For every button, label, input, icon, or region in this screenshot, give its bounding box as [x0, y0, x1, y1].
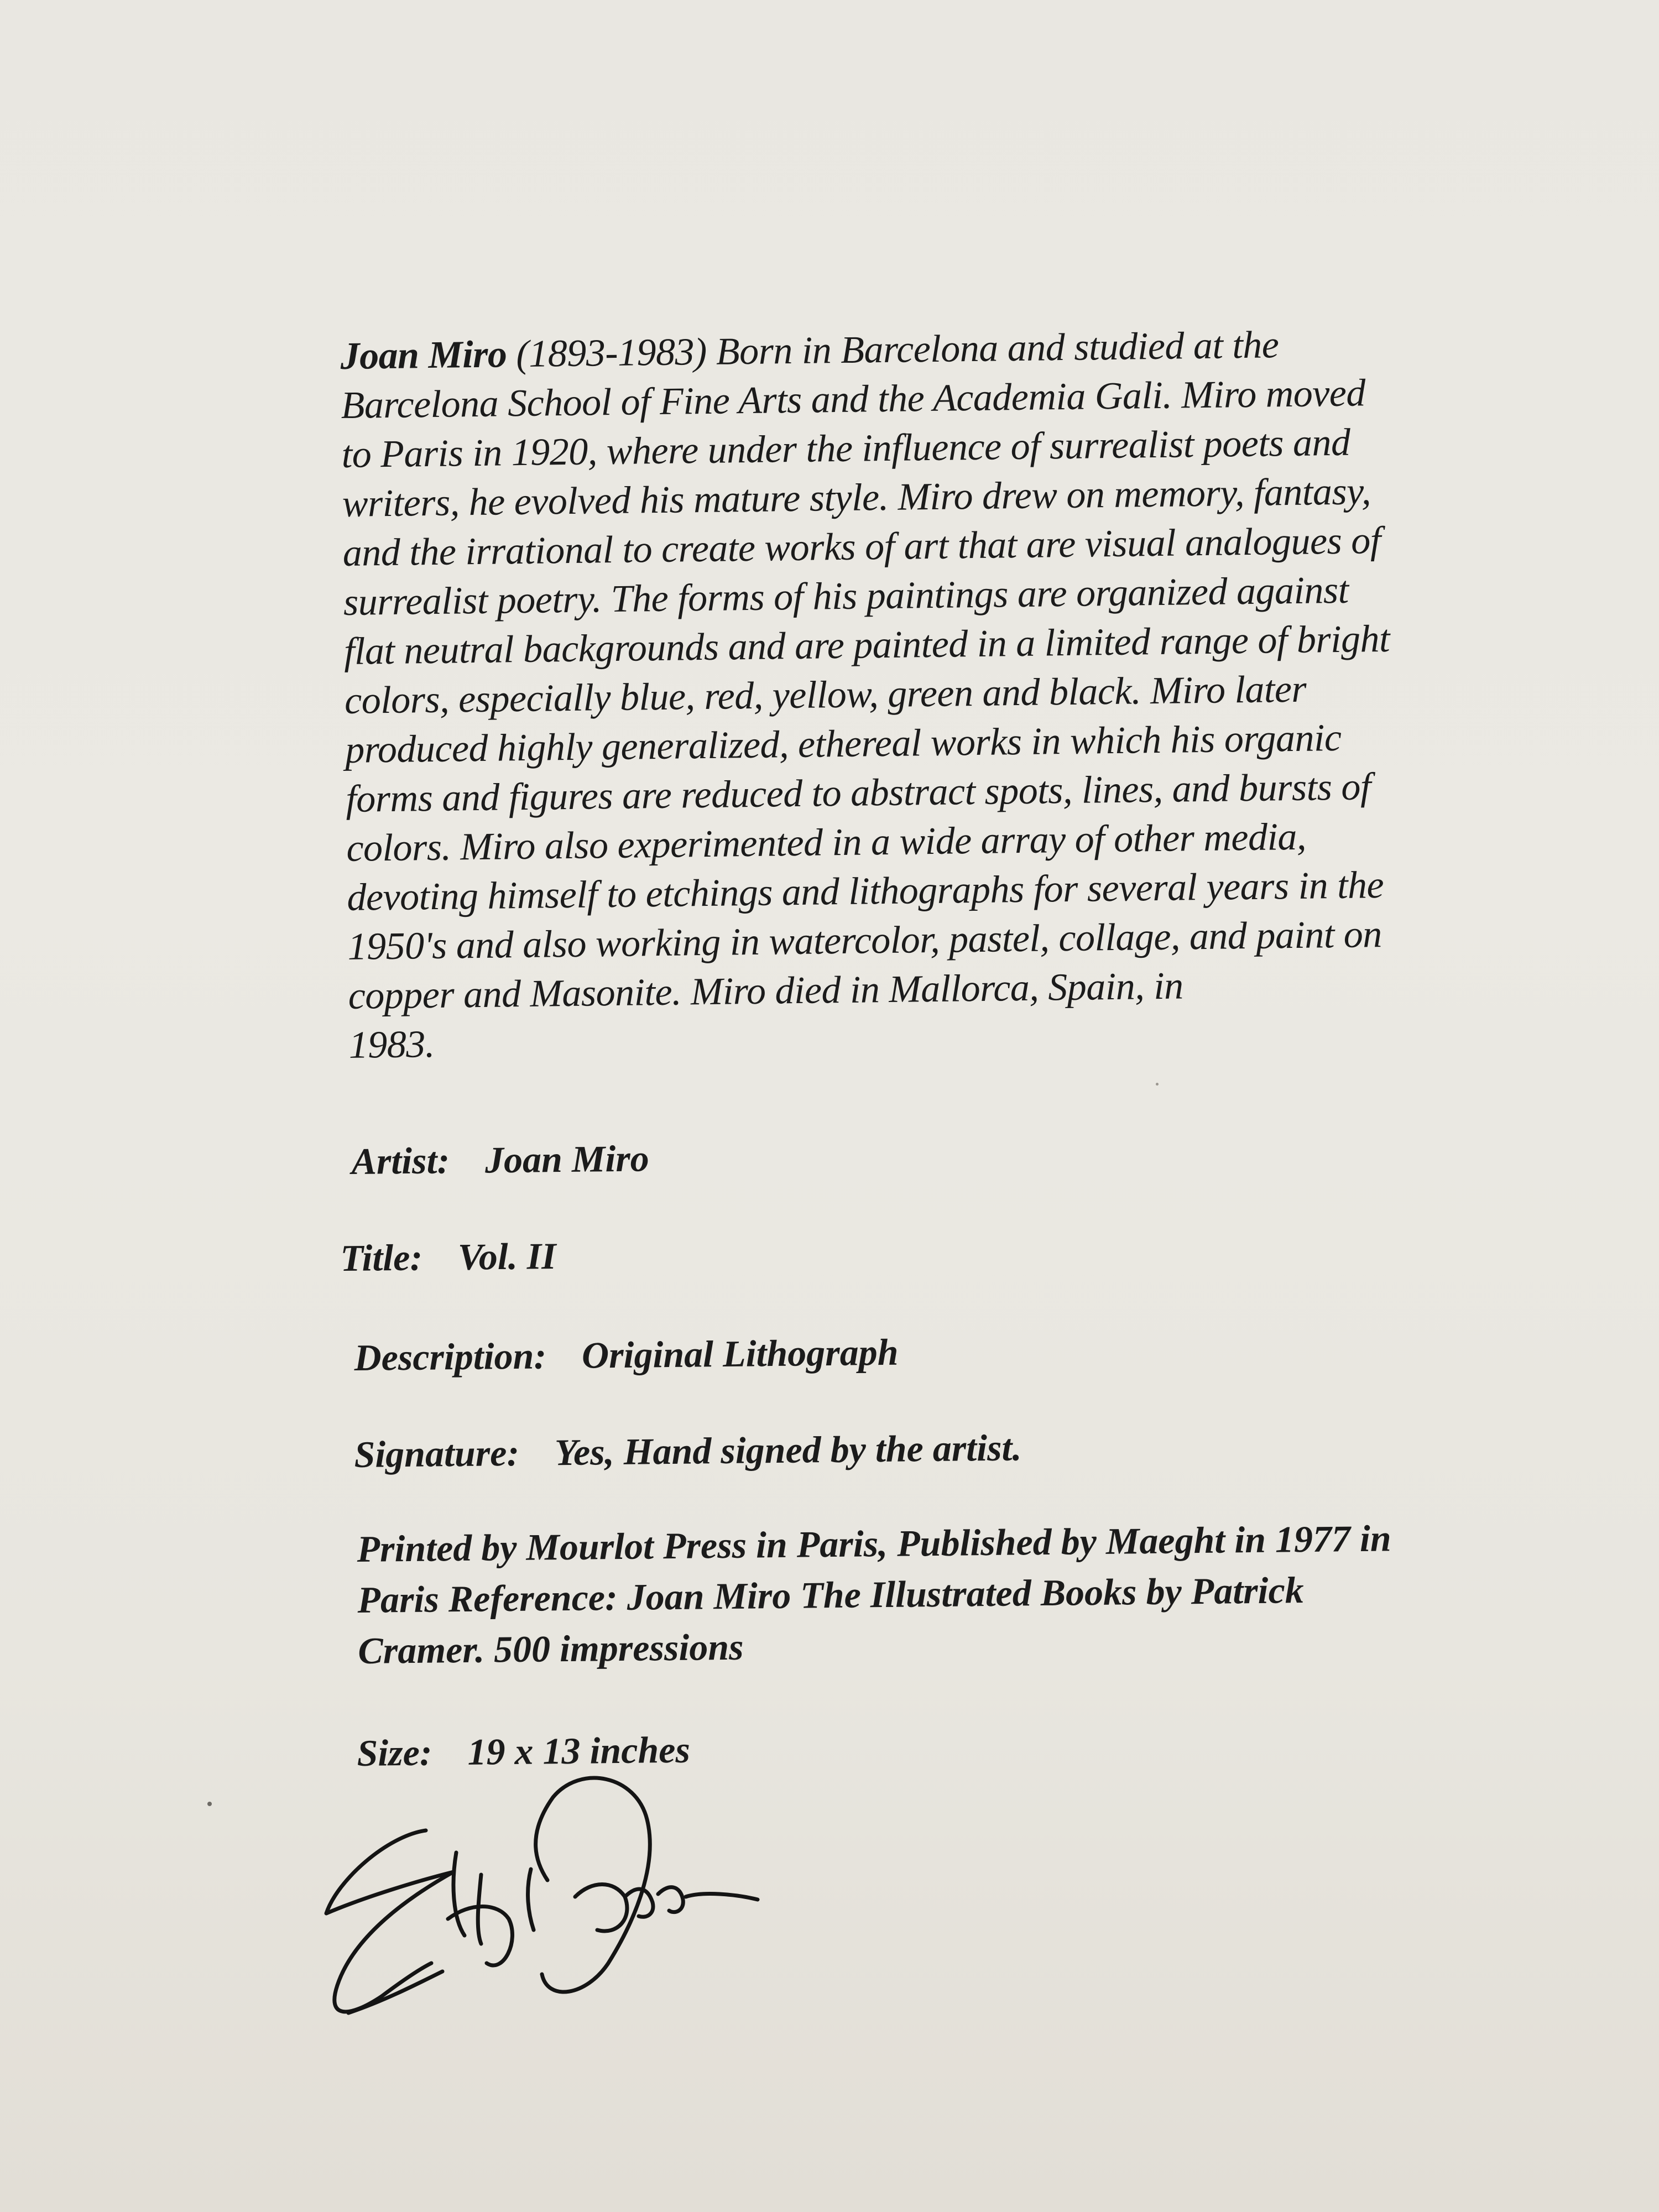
description-field [354, 1327, 899, 1383]
paper-speck [1156, 1083, 1159, 1086]
bio-artist-name: Joan Miro [340, 333, 507, 378]
artist-biography [340, 317, 1566, 1070]
description-value: Original Lithograph [581, 1331, 899, 1376]
printing-line: Printed by Mourlot Press in Paris, Published by Maeght in 1977 in [357, 1517, 1392, 1570]
bio-line: Barcelona School of Fine Arts and the Academia Gali. Miro moved [341, 372, 1366, 427]
bio-line: 1983. [348, 1023, 435, 1067]
printing-details [357, 1512, 1392, 1676]
bio-line: flat neutral backgrounds and are painted in a limited range of bright [343, 617, 1390, 673]
bio-line: writers, he evolved his mature style. Miro drew on memory, fantasy, [342, 470, 1371, 525]
title-label: Title: [340, 1236, 423, 1279]
title-value: Vol. II [457, 1234, 557, 1278]
bio-line: colors, especially blue, red, yellow, green and black. Miro later [344, 667, 1307, 722]
bio-line: forms and figures are reduced to abstract spots, lines, and bursts of [345, 765, 1371, 821]
handwritten-signature [315, 1753, 868, 2063]
title-field [340, 1231, 556, 1283]
printing-line: Paris Reference: Joan Miro The Illustrated Books by Patrick [357, 1569, 1305, 1621]
bio-line: colors. Miro also experimented in a wide array of other media, [346, 815, 1307, 870]
bio-line: copper and Masonite. Miro died in Mallorca, Spain, in [348, 964, 1184, 1018]
paper-speck [207, 1802, 212, 1806]
signature-value: Yes, Hand signed by the artist. [554, 1426, 1022, 1474]
artist-value: Joan Miro [484, 1137, 650, 1181]
bio-line: and the irrational to create works of art that are visual analogues of [342, 519, 1381, 575]
bio-line: devoting himself to etchings and lithographs for several years in the [347, 864, 1384, 919]
size-label: Size: [357, 1731, 432, 1774]
size-value: 19 x 13 inches [467, 1728, 691, 1773]
bio-line: to Paris in 1920, where under the influence of surrealist poets and [341, 421, 1350, 476]
artist-field [351, 1133, 649, 1186]
signature-label: Signature: [354, 1431, 520, 1475]
bio-line: produced highly generalized, ethereal works in which his organic [345, 716, 1342, 771]
signature-field [354, 1422, 1022, 1479]
bio-line: 1950's and also working in watercolor, pastel, collage, and paint on [347, 913, 1383, 968]
artist-label: Artist: [351, 1139, 450, 1182]
printing-line: Cramer. 500 impressions [358, 1625, 744, 1672]
bio-line-rest: (1893-1983) Born in Barcelona and studied at the [506, 324, 1279, 376]
bio-line: surrealist poetry. The forms of his paintings are organized against [343, 568, 1349, 624]
description-label: Description: [354, 1334, 547, 1379]
